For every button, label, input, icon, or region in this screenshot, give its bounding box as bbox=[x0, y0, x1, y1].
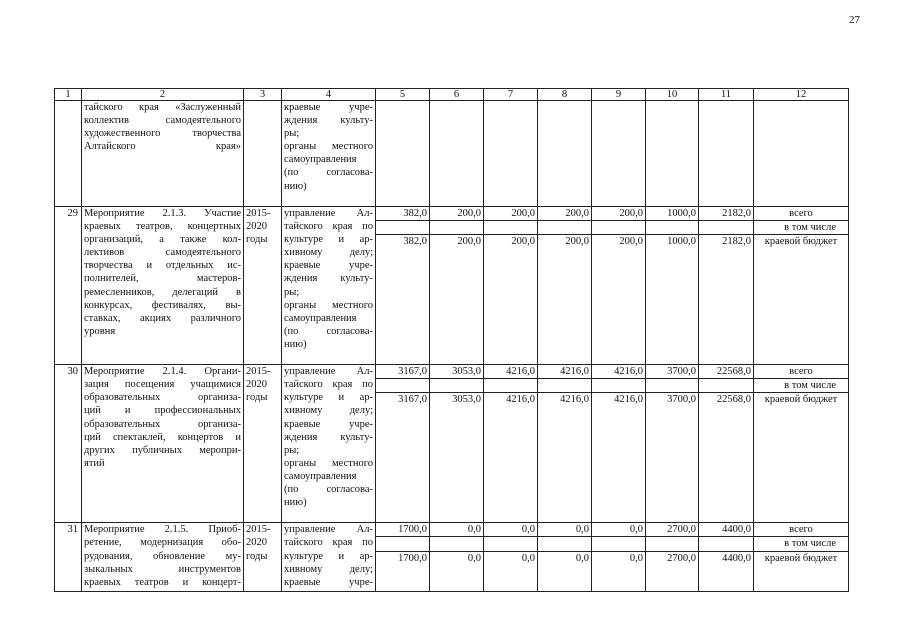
period-cell bbox=[244, 207, 282, 365]
total-value: 4216,0 bbox=[592, 365, 646, 379]
column-header: 12 bbox=[754, 89, 849, 101]
empty-cell bbox=[646, 221, 699, 235]
regional-value: 4216,0 bbox=[538, 393, 592, 523]
empty-cell bbox=[592, 379, 646, 393]
activity-name-line: зация посещения учащимися bbox=[84, 379, 241, 391]
empty-cell bbox=[484, 379, 538, 393]
executor-cell-line: органы местного bbox=[284, 299, 373, 311]
program-table bbox=[54, 88, 849, 592]
executor-cell-line: краевые учре- bbox=[284, 576, 373, 588]
executor-cell-line: ры; bbox=[284, 128, 300, 140]
activity-name-line: конкурсах, фестивалях, вы- bbox=[84, 299, 241, 311]
empty-cell bbox=[646, 537, 699, 551]
empty-cell bbox=[538, 537, 592, 551]
empty-cell bbox=[646, 379, 699, 393]
source-including: в том числе bbox=[754, 379, 849, 393]
activity-name bbox=[82, 365, 244, 523]
regional-value: 200,0 bbox=[484, 235, 538, 365]
period-cell-line: 2020 bbox=[246, 379, 267, 391]
regional-value: 0,0 bbox=[592, 551, 646, 591]
total-value: 2182,0 bbox=[699, 207, 754, 221]
executor-cell-line: тайского края по bbox=[284, 379, 373, 391]
empty-cell bbox=[430, 221, 484, 235]
activity-name-line: ятий bbox=[84, 457, 105, 469]
executor-cell-line: ждения культу- bbox=[284, 273, 373, 285]
activity-name-line: тайского края «Заслуженный bbox=[84, 102, 241, 113]
column-header: 8 bbox=[538, 89, 592, 101]
empty-cell bbox=[376, 379, 430, 393]
executor-cell-line: органы местного bbox=[284, 141, 373, 153]
period-cell-line: годы bbox=[246, 392, 268, 404]
executor-cell-line: хивному делу; bbox=[284, 247, 373, 259]
total-value: 0,0 bbox=[538, 523, 592, 537]
page-number: 27 bbox=[849, 14, 860, 26]
executor-cell-line: нию) bbox=[284, 338, 307, 350]
column-header: 6 bbox=[430, 89, 484, 101]
executor-cell bbox=[282, 365, 376, 523]
activity-name-line: образовательных организа- bbox=[84, 392, 241, 404]
empty-cell bbox=[376, 101, 430, 207]
regional-value: 200,0 bbox=[592, 235, 646, 365]
empty-cell bbox=[538, 221, 592, 235]
period-cell bbox=[244, 101, 282, 207]
empty-cell bbox=[430, 101, 484, 207]
total-value: 200,0 bbox=[592, 207, 646, 221]
empty-cell bbox=[754, 101, 849, 207]
empty-cell bbox=[699, 379, 754, 393]
executor-cell-line: (по согласова- bbox=[284, 325, 373, 337]
executor-cell-line: (по согласова- bbox=[284, 167, 373, 179]
total-value: 2700,0 bbox=[646, 523, 699, 537]
total-value: 3053,0 bbox=[430, 365, 484, 379]
total-value: 22568,0 bbox=[699, 365, 754, 379]
activity-name-line: ций спектаклей, концертов и bbox=[84, 431, 241, 443]
empty-cell bbox=[699, 221, 754, 235]
column-header: 4 bbox=[282, 89, 376, 101]
column-header: 1 bbox=[55, 89, 82, 101]
empty-cell bbox=[592, 101, 646, 207]
total-value: 4216,0 bbox=[484, 365, 538, 379]
activity-name-line: образовательных организа- bbox=[84, 418, 241, 430]
row-number-cell bbox=[55, 101, 82, 207]
activity-name-line: художественного творчества bbox=[84, 128, 241, 140]
period-cell-line: 2015- bbox=[246, 366, 271, 378]
executor-cell bbox=[282, 207, 376, 365]
executor-cell-line: краевые учре- bbox=[284, 418, 373, 430]
executor-cell-line: тайского края по bbox=[284, 221, 373, 233]
activity-name-line: ремесленников, делегаций в bbox=[84, 286, 241, 298]
regional-value: 1000,0 bbox=[646, 235, 699, 365]
executor-cell-line: краевые учре- bbox=[284, 102, 373, 113]
source-total: всего bbox=[754, 523, 849, 537]
empty-cell bbox=[484, 221, 538, 235]
period-cell-line: 2015- bbox=[246, 208, 271, 219]
activity-name bbox=[82, 523, 244, 591]
total-value: 0,0 bbox=[484, 523, 538, 537]
executor-cell-line: (по согласова- bbox=[284, 484, 373, 496]
activity-name-line: творчества и отдельных ис- bbox=[84, 260, 241, 272]
empty-cell bbox=[646, 101, 699, 207]
regional-value: 0,0 bbox=[430, 551, 484, 591]
regional-value: 3700,0 bbox=[646, 393, 699, 523]
source-total: всего bbox=[754, 365, 849, 379]
empty-cell bbox=[592, 221, 646, 235]
empty-cell bbox=[484, 101, 538, 207]
empty-cell bbox=[376, 537, 430, 551]
column-header: 11 bbox=[699, 89, 754, 101]
activity-name-line: Мероприятие 2.1.4. Органи- bbox=[84, 366, 241, 378]
activity-name-line: Мероприятие 2.1.3. Участие bbox=[84, 208, 241, 219]
executor-cell-line: краевые учре- bbox=[284, 260, 373, 272]
empty-cell bbox=[538, 101, 592, 207]
column-header: 2 bbox=[82, 89, 244, 101]
executor-cell-line: управление Ал- bbox=[284, 208, 373, 219]
regional-value: 4400,0 bbox=[699, 551, 754, 591]
regional-value: 22568,0 bbox=[699, 393, 754, 523]
total-value: 1000,0 bbox=[646, 207, 699, 221]
regional-value: 1700,0 bbox=[376, 551, 430, 591]
activity-name-line: Мероприятие 2.1.5. Приоб- bbox=[84, 524, 241, 536]
executor-cell-line: нию) bbox=[284, 497, 307, 509]
executor-cell-line: культуре и ар- bbox=[284, 550, 373, 562]
regional-value: 200,0 bbox=[538, 235, 592, 365]
total-value: 200,0 bbox=[538, 207, 592, 221]
regional-value: 382,0 bbox=[376, 235, 430, 365]
activity-name-line: других публичных меропри- bbox=[84, 444, 241, 456]
regional-value: 4216,0 bbox=[592, 393, 646, 523]
source-including: в том числе bbox=[754, 221, 849, 235]
row-number: 31 bbox=[55, 523, 82, 591]
activity-row bbox=[55, 523, 849, 537]
continued-row bbox=[55, 101, 849, 207]
total-value: 3167,0 bbox=[376, 365, 430, 379]
regional-value: 0,0 bbox=[538, 551, 592, 591]
executor-cell-line: органы местного bbox=[284, 457, 373, 469]
activity-name-line: рудования, обновление му- bbox=[84, 550, 241, 562]
source-regional: краевой бюджет bbox=[754, 393, 849, 523]
period-cell bbox=[244, 365, 282, 523]
empty-cell bbox=[699, 101, 754, 207]
regional-value: 0,0 bbox=[484, 551, 538, 591]
total-value: 0,0 bbox=[592, 523, 646, 537]
executor-cell-line: управление Ал- bbox=[284, 366, 373, 378]
activity-name bbox=[82, 101, 244, 207]
executor-cell-line: самоуправления bbox=[284, 154, 357, 166]
header-row bbox=[55, 89, 849, 101]
activity-name-line: ретение, модернизация обо- bbox=[84, 537, 241, 549]
column-header: 7 bbox=[484, 89, 538, 101]
row-number: 29 bbox=[55, 207, 82, 365]
total-value: 1700,0 bbox=[376, 523, 430, 537]
executor-cell-line: самоуправления bbox=[284, 470, 357, 482]
executor-cell-line: ры; bbox=[284, 286, 300, 298]
regional-value: 4216,0 bbox=[484, 393, 538, 523]
column-header: 3 bbox=[244, 89, 282, 101]
total-value: 4216,0 bbox=[538, 365, 592, 379]
regional-value: 200,0 bbox=[430, 235, 484, 365]
activity-name-line: краевых театров, концертных bbox=[84, 221, 241, 233]
regional-value: 3053,0 bbox=[430, 393, 484, 523]
source-total: всего bbox=[754, 207, 849, 221]
activity-name-line: полнителей, мастеров- bbox=[84, 273, 241, 285]
regional-value: 3167,0 bbox=[376, 393, 430, 523]
activity-name-line: зыкальных инструментов bbox=[84, 563, 241, 575]
executor-cell-line: ждения культу- bbox=[284, 431, 373, 443]
period-cell-line: 2020 bbox=[246, 221, 267, 233]
column-header: 5 bbox=[376, 89, 430, 101]
empty-cell bbox=[538, 379, 592, 393]
executor-cell bbox=[282, 523, 376, 591]
empty-cell bbox=[699, 537, 754, 551]
period-cell-line: 2020 bbox=[246, 537, 267, 549]
period-cell-line: 2015- bbox=[246, 524, 271, 536]
activity-name-line: организаций, а также кол- bbox=[84, 234, 241, 246]
period-cell bbox=[244, 523, 282, 591]
total-value: 382,0 bbox=[376, 207, 430, 221]
source-regional: краевой бюджет bbox=[754, 551, 849, 591]
row-number: 30 bbox=[55, 365, 82, 523]
activity-name-line: коллектив самодеятельного bbox=[84, 115, 241, 127]
activity-name-line: ставках, акциях различного bbox=[84, 312, 241, 324]
executor-cell-line: культуре и ар- bbox=[284, 234, 373, 246]
column-header: 9 bbox=[592, 89, 646, 101]
source-regional: краевой бюджет bbox=[754, 235, 849, 365]
total-value: 200,0 bbox=[430, 207, 484, 221]
empty-cell bbox=[592, 537, 646, 551]
period-cell-line: годы bbox=[246, 550, 268, 562]
executor-cell-line: нию) bbox=[284, 180, 307, 192]
activity-name-line: лективов самодеятельного bbox=[84, 247, 241, 259]
executor-cell-line: управление Ал- bbox=[284, 524, 373, 536]
regional-value: 2700,0 bbox=[646, 551, 699, 591]
executor-cell-line: ждения культу- bbox=[284, 115, 373, 127]
total-value: 3700,0 bbox=[646, 365, 699, 379]
source-including: в том числе bbox=[754, 537, 849, 551]
activity-name-line: уровня bbox=[84, 325, 116, 337]
period-cell-line: годы bbox=[246, 234, 268, 246]
empty-cell bbox=[430, 537, 484, 551]
activity-row bbox=[55, 207, 849, 221]
activity-name-line: ций и профессиональных bbox=[84, 405, 241, 417]
executor-cell-line: ры; bbox=[284, 444, 300, 456]
column-header: 10 bbox=[646, 89, 699, 101]
executor-cell-line: хивному делу; bbox=[284, 405, 373, 417]
empty-cell bbox=[430, 379, 484, 393]
executor-cell bbox=[282, 101, 376, 207]
activity-row bbox=[55, 365, 849, 379]
executor-cell-line: самоуправления bbox=[284, 312, 357, 324]
executor-cell-line: тайского края по bbox=[284, 537, 373, 549]
activity-name-line: Алтайского края» bbox=[84, 141, 241, 153]
regional-value: 2182,0 bbox=[699, 235, 754, 365]
activity-name-line: краевых театров и концерт- bbox=[84, 576, 241, 588]
total-value: 4400,0 bbox=[699, 523, 754, 537]
empty-cell bbox=[484, 537, 538, 551]
total-value: 200,0 bbox=[484, 207, 538, 221]
total-value: 0,0 bbox=[430, 523, 484, 537]
empty-cell bbox=[376, 221, 430, 235]
executor-cell-line: хивному делу; bbox=[284, 563, 373, 575]
executor-cell-line: культуре и ар- bbox=[284, 392, 373, 404]
activity-name bbox=[82, 207, 244, 365]
